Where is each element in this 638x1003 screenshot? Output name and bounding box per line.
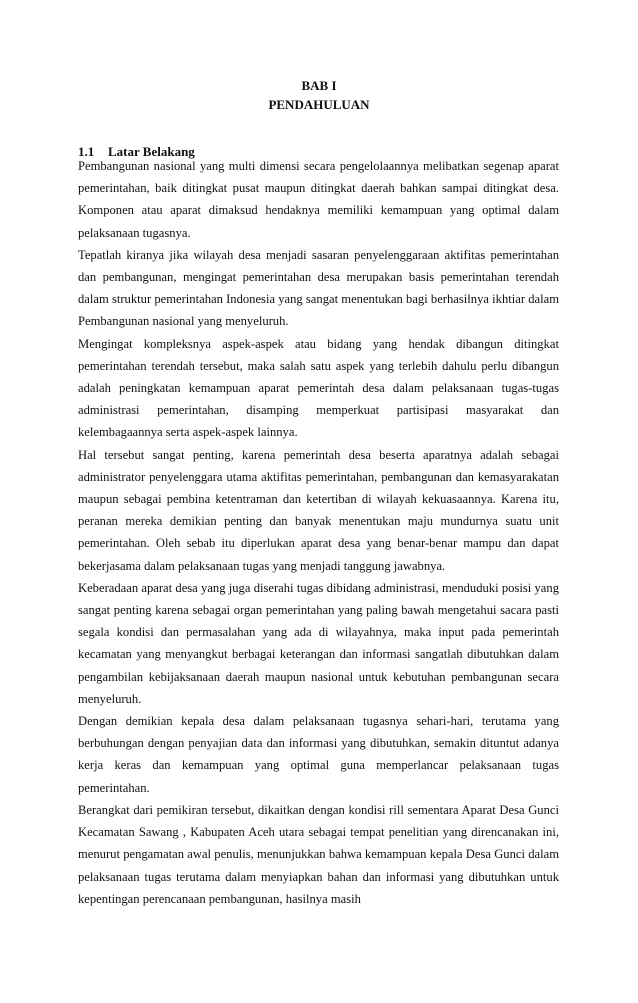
section-body bbox=[78, 155, 559, 910]
paragraph: Hal tersebut sangat penting, karena pemerintah desa beserta aparatnya adalah sebagai administrator penyelenggara utama aktifitas pemerintahan, pembangunan dan kemasyarakatan maupun sebagai pembina ketentraman dan ketertiban di wilayah kekuasaannya. Karena itu, peranan mereka demikian penting dan banyak menentukan maju mundurnya suatu unit pemerintahan. Oleh sebab itu diperlukan aparat desa yang benar-benar mampu dan dapat bekerjasama dalam pelaksanaan tugas yang menjadi tanggung jawabnya. bbox=[78, 447, 559, 573]
chapter-number: BAB I bbox=[301, 78, 337, 93]
paragraph: Keberadaan aparat desa yang juga diserahi tugas dibidang administrasi, menduduki posisi yang sangat penting karena sebagai organ pemerintahan yang paling bawah mengetahui sacara pasti segala kondisi dan permasalahan yang ada di wilayahnya, maka input pada pemerintah kecamatan yang menyangkut berbagai keterangan dan informasi sangatlah dibutuhkan dalam pengambilan kebijaksanaan daerah maupun nasional untuk kebutuhan pembangunan secara menyeluruh. bbox=[78, 580, 559, 706]
paragraph: Pembangunan nasional yang multi dimensi secara pengelolaannya melibatkan segenap aparat pemerintahan, baik ditingkat pusat maupun ditingkat daerah bahkan sampai ditingkat desa. Komponen atau aparat dimaksud hendaknya memiliki kemampuan yang optimal dalam pelaksanaan tugasnya. bbox=[78, 159, 559, 240]
chapter-title: PENDAHULUAN bbox=[268, 97, 370, 112]
section-number: 1.1 bbox=[78, 144, 95, 159]
paragraph: Tepatlah kiranya jika wilayah desa menjadi sasaran penyelenggaraan aktifitas pemerintahan dan pembangunan, mengingat pemerintahan desa merupakan basis pemerintahan terendah dalam struktur pemerintahan Indonesia yang sangat menentukan bagi berhasilnya ikhtiar dalam Pembangunan nasional yang menyeluruh. bbox=[78, 247, 559, 329]
paragraph: Berangkat dari pemikiran tersebut, dikaitkan dengan kondisi rill sementara Aparat Desa Gunci Kecamatan Sawang , Kabupaten Aceh utara sebagai tempat penelitian yang direncanakan ini, menurut pengamatan awal penulis, menunjukkan bahwa kemampuan kepala Desa Gunci dalam pelaksanaan tugas terutama dalam menyiapkan bahan dan informasi yang dibutuhkan untuk kepentingan perencanaan pembangunan, hasilnya masih bbox=[78, 802, 559, 906]
paragraph: Dengan demikian kepala desa dalam pelaksanaan tugasnya sehari-hari, terutama yang berbuhungan dengan penyajian data dan informasi yang dibutuhkan, semakin dituntut adanya kerja keras dan kemampuan yang optimal guna memperlancar pelaksanaan tugas pemerintahan. bbox=[78, 714, 559, 795]
paragraph: Mengingat kompleksnya aspek-aspek atau bidang yang hendak dibangun ditingkat pemerintahan terendah tersebut, maka salah satu aspek yang terlebih dahulu perlu dibangun adalah peningkatan kemampuan aparat pemerintah desa dalam pelaksanaan tugas-tugas administrasi pemerintahan, disamping memperkuat partisipasi masyarakat dan kelembagaannya serta aspek-aspek lainnya. bbox=[78, 336, 559, 440]
section-title: Latar Belakang bbox=[108, 144, 195, 159]
